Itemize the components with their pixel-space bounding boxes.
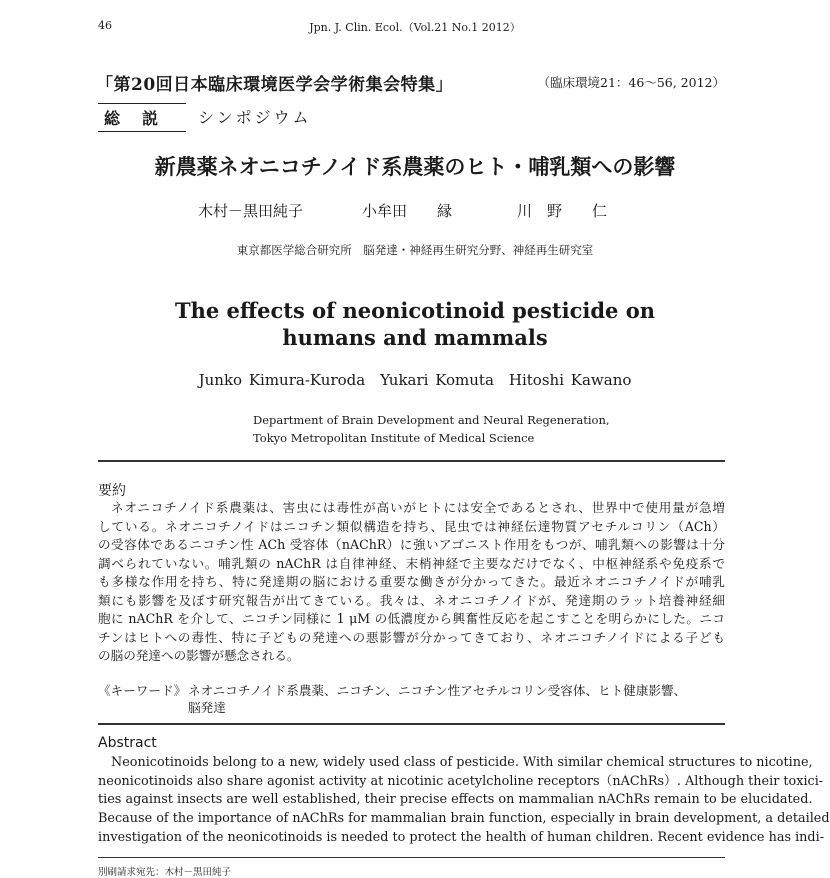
jp-abstract-heading: 要約 (98, 483, 126, 499)
abstract-line: Because of the importance of nAChRs for mammalian brain function, especially in brain development, a detailed (98, 811, 830, 827)
page-number: 46 (98, 19, 112, 32)
en-abstract-heading: Abstract (98, 735, 157, 751)
footnote-divider (98, 857, 725, 858)
abstract-line: の脳の発達への影響が懸念される。 (98, 648, 300, 663)
jp-abstract-body (98, 499, 725, 666)
citation: （臨床環境21：46～56, 2012） (537, 75, 725, 90)
abstract-line: investigation of the neonicotinoids is needed to protect the health of human children. Recent evidence has indi- (98, 829, 825, 845)
dept-line: Department of Brain Development and Neural Regeneration, (253, 413, 610, 427)
keywords (98, 682, 686, 716)
keywords-line: ネオニコチノイド系農薬、ニコチン、ニコチン性アセチルコリン受容体、ヒト健康影響、 (188, 683, 687, 698)
en-authors: Junko Kimura-Kuroda Yukari Komuta Hitoshi Kawano (198, 371, 632, 389)
en-title: The effects of neonicotinoid pesticide on humans and mammals (174, 298, 656, 350)
article-subtype: シンポジウム (198, 108, 312, 127)
abstract-line: の受容体であるニコチン性 ACh 受容体（nAChR）に強いアゴニスト作用をもつが、哺乳類への影響は十分 (98, 537, 725, 552)
abstract-line: チンはヒトへの毒性、特に子どもの発達への悪影響が分かってきており、ネオニコチノイドによる子ども (98, 629, 725, 645)
dept-line: Tokyo Metropolitan Institute of Medical Science (253, 431, 535, 445)
jp-author: 小牟田 縁 (362, 202, 453, 220)
reprint-request: 別刷請求宛先：木村－黒田純子 (98, 867, 232, 878)
divider (98, 460, 725, 462)
jp-author: 木村－黒田純子 (198, 202, 304, 220)
en-abstract-body (98, 754, 830, 847)
abstract-line: 調べられていない。哺乳類の nAChR は自律神経、末梢神経で主要なだけでなく、中枢神経系や免疫系で (98, 555, 725, 571)
jp-author: 川 野 仁 (517, 202, 608, 220)
abstract-line: ties against insects are well established, their precise effects on mammalian nAChRs remain to be elucidated. (98, 792, 813, 808)
divider (98, 723, 725, 725)
series-title: 「第20回日本臨床環境医学会学術集会特集」 (96, 75, 454, 95)
abstract-line: Neonicotinoids belong to a new, widely used class of pesticide. With similar chemical structures to nicotine, (111, 755, 813, 770)
abstract-line: している。ネオニコチノイドはニコチン類似構造を持ち、昆虫では神経伝達物質アセチルコリン（ACh） (98, 518, 725, 534)
jp-title: 新農薬ネオニコチノイド系農薬のヒト・哺乳類への影響 (154, 154, 676, 179)
en-department (253, 411, 610, 447)
journal-header: Jpn. J. Clin. Ecol.（Vol.21 No.1 2012） (309, 21, 521, 34)
abstract-line: 胞に nAChR を介して、ニコチン同様に 1 μM の低濃度から興奮性反応を起こすことを明らかにした。ニコ (98, 611, 725, 626)
keywords-line: 脳発達 (188, 700, 226, 715)
abstract-line: ネオニコチノイド系農薬は、害虫には毒性が高いがヒトには安全であるとされ、世界中で使用量が急増 (111, 500, 725, 515)
abstract-line: neonicotinoids also share agonist activity at nicotinic acetylcholine receptors（nAChRs）. Although their toxici- (98, 773, 824, 789)
keywords-label: 《キーワード》 (98, 683, 187, 698)
abstract-line: も多様な作用を持ち、特に発達期の脳における重要な働きが分かってきた。最近ネオニコチノイドが哺乳 (98, 574, 725, 589)
jp-affiliation: 東京都医学総合研究所 脳発達・神経再生研究分野、神経再生研究室 (236, 243, 594, 257)
article-type: 総説 (98, 103, 186, 132)
abstract-line: 類にも影響を及ぼす研究報告が出てきている。我々は、ネオニコチノイドが、発達期のラット培養神経細 (98, 592, 725, 608)
